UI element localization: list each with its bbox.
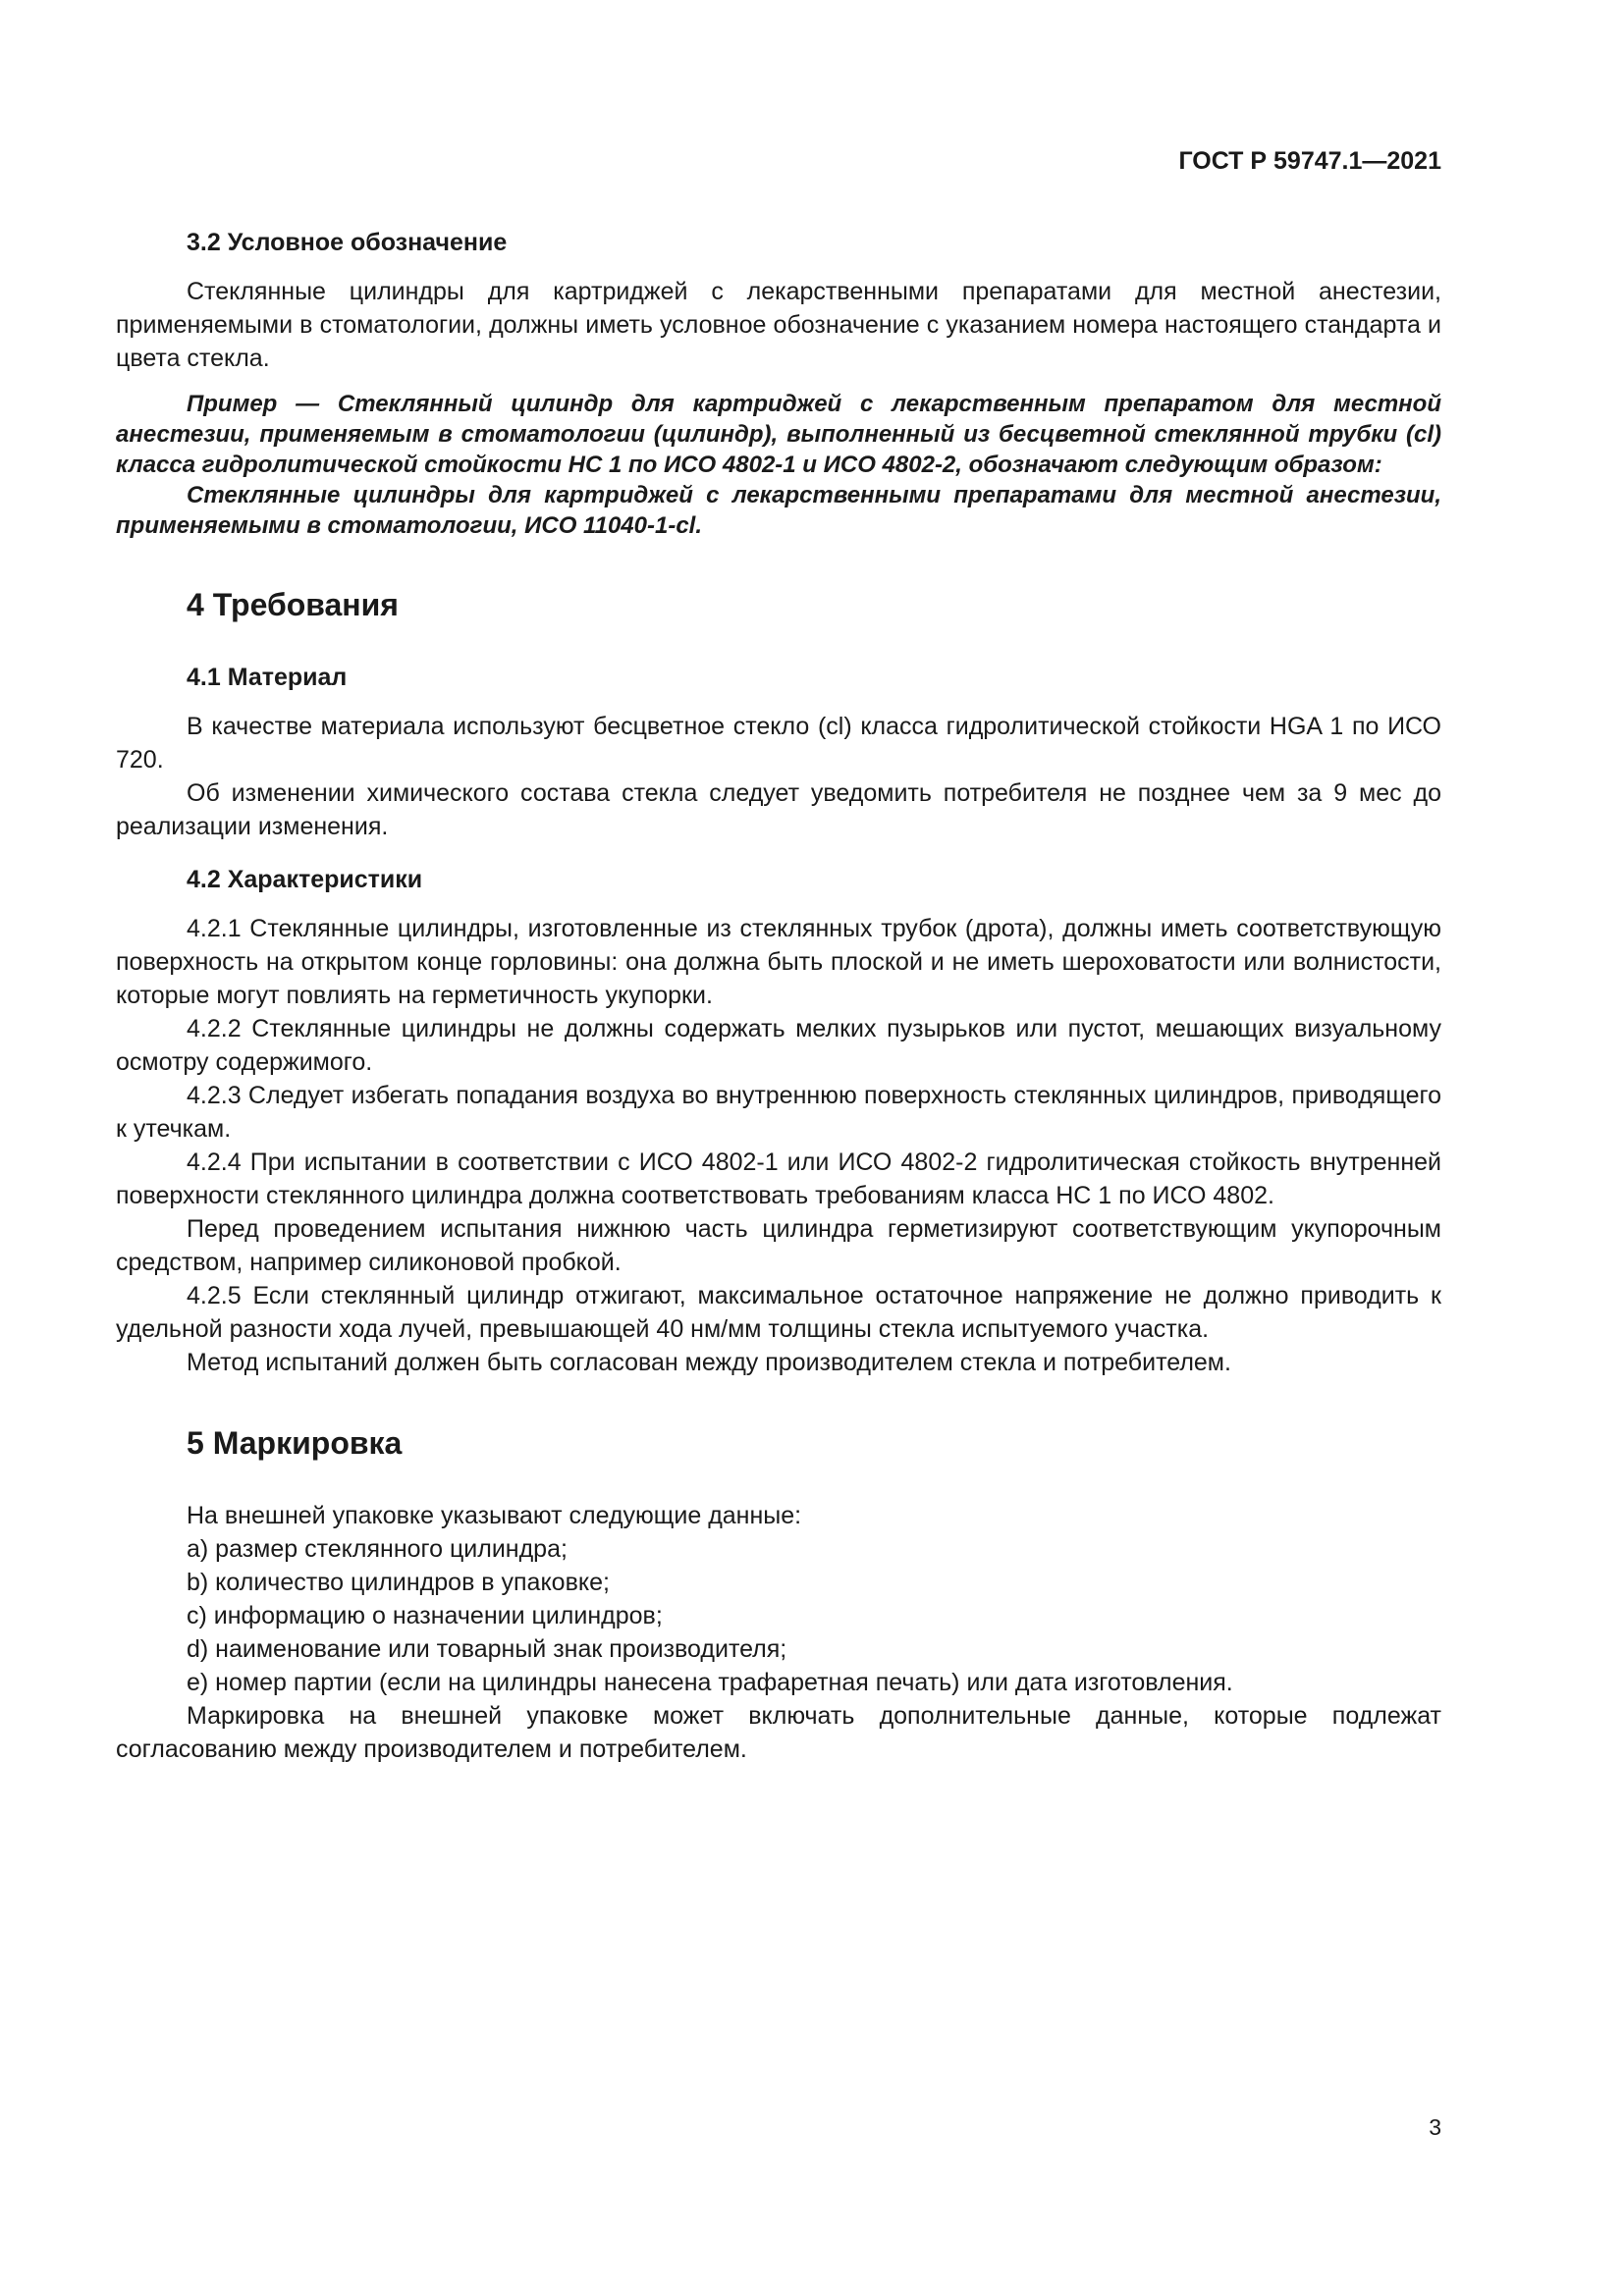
section-3-2-text: Стеклянные цилиндры для картриджей с лекарственными препаратами для местной анестезии, применяемыми в стоматологии, должны иметь условное обозначение с указанием номера настоящего стандарта и цвета стекла. <box>116 278 1441 372</box>
section-4 <box>116 588 1441 1379</box>
page-content <box>116 226 1441 1766</box>
list-item: a) размер стеклянного цилиндра; <box>187 1535 568 1563</box>
section-3-2 <box>116 226 1441 541</box>
section-4-2-title: 4.2 Характеристики <box>187 866 423 893</box>
marking-list <box>116 1532 1441 1699</box>
clause-4-2-5: 4.2.5 Если стеклянный цилиндр отжигают, максимальное остаточное напряжение не должно приводить к удельной разности хода лучей, превышающей 40 нм/мм толщины стекла испытуемого участка. <box>116 1282 1441 1343</box>
section-4-title: 4 Требования <box>187 587 399 622</box>
example-paragraph: Пример — Стеклянный цилиндр для картриджей с лекарственным препаратом для местной анестезии, применяемым в стоматологии (цилиндр), выполненный из бесцветной стеклянной трубки (cl) класса гидролитической стойкости HC 1 по ИСО 4802-1 и ИСО 4802-2, обозначают следующим образом: <box>116 391 1441 478</box>
list-item: d) наименование или товарный знак производителя; <box>187 1635 787 1663</box>
list-item: b) количество цилиндров в упаковке; <box>187 1569 610 1596</box>
clause-4-2-1: 4.2.1 Стеклянные цилиндры, изготовленные из стеклянных трубок (дрота), должны иметь соответствующую поверхность на открытом конце горловины: она должна быть плоской и не иметь шероховатости или волнистости, которые могут повлиять на герметичность укупорки. <box>116 915 1441 1009</box>
marking-intro: На внешней упаковке указывают следующие данные: <box>187 1502 802 1529</box>
clause-4-2-5-method: Метод испытаний должен быть согласован между производителем стекла и потребителем. <box>187 1349 1231 1376</box>
clause-4-2-4: 4.2.4 При испытании в соответствии с ИСО 4802-1 или ИСО 4802-2 гидролитическая стойкость внутренней поверхности стеклянного цилиндра должна соответствовать требованиям класса HC 1 по ИСО 4802. <box>116 1148 1441 1209</box>
section-3-2-title: 3.2 Условное обозначение <box>187 229 508 256</box>
marking-closing: Маркировка на внешней упаковке может включать дополнительные данные, которые подлежат согласованию между производителем и потребителем. <box>116 1702 1441 1763</box>
clause-4-2-2: 4.2.2 Стеклянные цилиндры не должны содержать мелких пузырьков или пустот, мешающих визуальному осмотру содержимого. <box>116 1015 1441 1076</box>
list-item: c) информацию о назначении цилиндров; <box>187 1602 663 1629</box>
page-number: 3 <box>1429 2114 1441 2140</box>
section-4-1-paragraph: Об изменении химического состава стекла следует уведомить потребителя не позднее чем за 9 мес до реализации изменения. <box>116 779 1441 840</box>
section-5 <box>116 1426 1441 1766</box>
clause-4-2-4-note: Перед проведением испытания нижнюю часть цилиндра герметизируют соответствующим укупорочным средством, например силиконовой пробкой. <box>116 1215 1441 1276</box>
section-4-1-title: 4.1 Материал <box>187 664 348 691</box>
clause-4-2-3: 4.2.3 Следует избегать попадания воздуха во внутреннюю поверхность стеклянных цилиндров, приводящего к утечкам. <box>116 1082 1441 1143</box>
example-designation: Стеклянные цилиндры для картриджей с лекарственными препаратами для местной анестезии, применяемыми в стоматологии, ИСО 11040-1-cl. <box>116 482 1441 539</box>
list-item: e) номер партии (если на цилиндры нанесена трафаретная печать) или дата изготовления. <box>187 1669 1233 1696</box>
section-4-1-paragraph: В качестве материала используют бесцветное стекло (cl) класса гидролитической стойкости HGA 1 по ИСО 720. <box>116 713 1441 774</box>
document-code: ГОСТ Р 59747.1—2021 <box>1178 147 1441 175</box>
section-5-title: 5 Маркировка <box>187 1425 403 1461</box>
